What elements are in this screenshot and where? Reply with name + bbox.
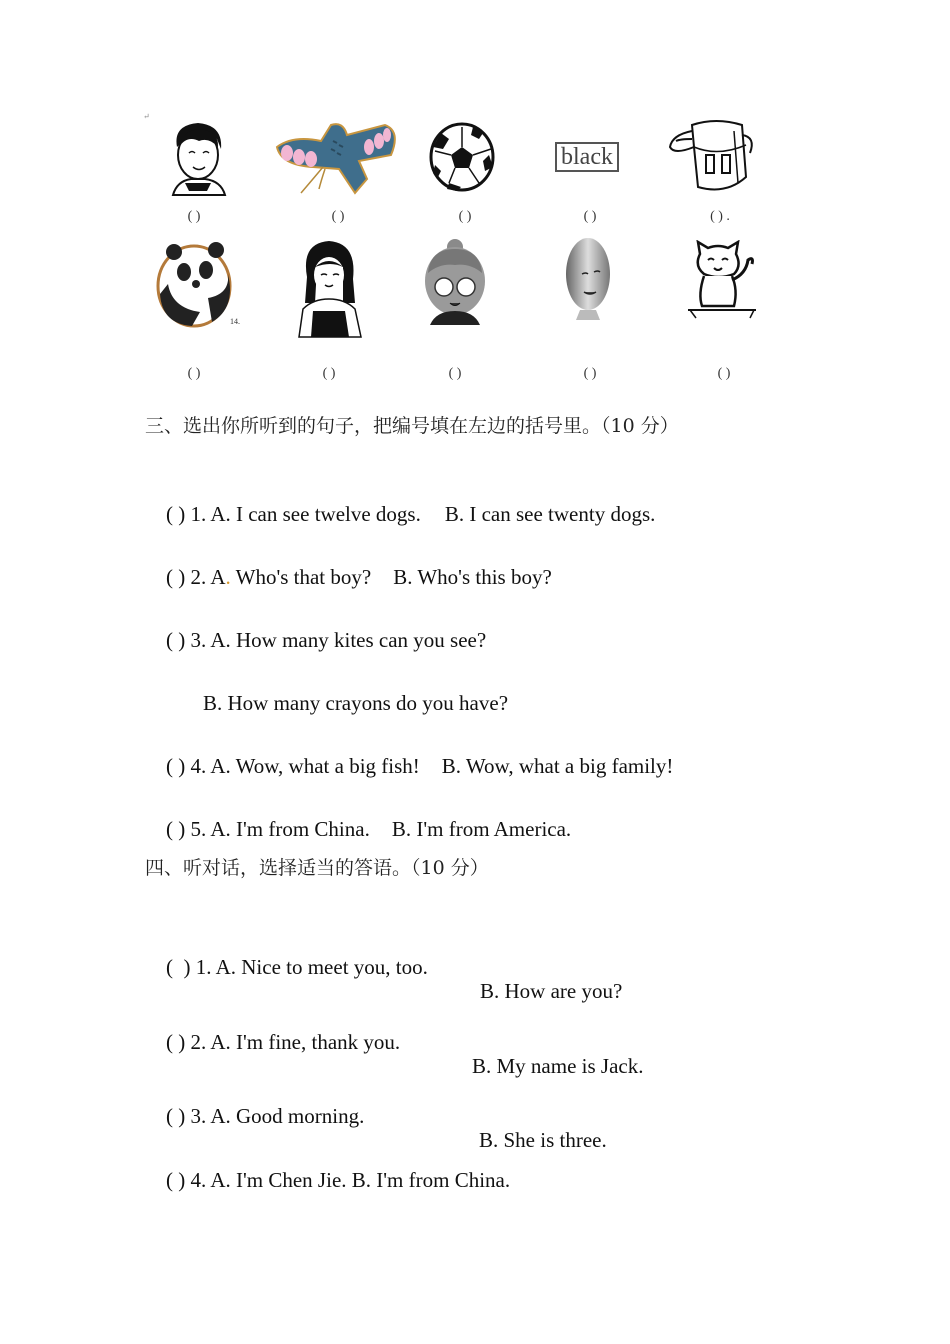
grandmother-icon xyxy=(395,236,515,326)
option-a: ( ) 4. A. Wow, what a big fish! xyxy=(166,754,420,778)
option-a: ( ) 3. A. How many kites can you see? xyxy=(166,628,487,652)
question-row xyxy=(145,478,655,550)
black-word-label: black xyxy=(555,142,619,172)
option-b: B. She is three. xyxy=(479,1128,607,1152)
answer-blank[interactable]: ( ) xyxy=(458,209,472,224)
option-b: B. How many crayons do you have? xyxy=(203,691,509,715)
answer-blank[interactable]: ( ) xyxy=(583,366,597,381)
girl-icon xyxy=(270,236,390,340)
answer-blank[interactable]: ( ) xyxy=(331,209,345,224)
section4-title: 四、听对话，选择适当的答语。（10 分） xyxy=(145,857,489,879)
option-b: B. Who's this boy? xyxy=(393,565,552,589)
question-row xyxy=(145,1144,510,1216)
option-a: ( ) 2. A. I'm fine, thank you. xyxy=(166,1030,401,1054)
panda-caption: 14. xyxy=(230,317,240,326)
black-word-card xyxy=(527,112,647,202)
kite-icon xyxy=(272,112,400,202)
option-a-prefix: ( ) 2. A xyxy=(166,565,226,589)
soccer-ball-icon xyxy=(402,112,522,202)
answer-blank[interactable]: ( ) . xyxy=(710,209,730,224)
answer-blank[interactable]: ( ) xyxy=(187,366,201,381)
option-a: ( ) 1. A. I can see twelve dogs. xyxy=(166,502,421,526)
answer-blank[interactable]: ( ) xyxy=(322,366,336,381)
option-b: B. Wow, what a big family! xyxy=(441,754,674,778)
schoolbag-icon xyxy=(652,112,772,202)
stray-dot: . xyxy=(225,565,231,589)
option-a: ( ) 4. A. I'm Chen Jie. B. I'm from China. xyxy=(166,1168,511,1192)
boy-icon xyxy=(138,112,258,202)
question-row xyxy=(145,793,571,865)
answer-blank[interactable]: ( ) xyxy=(717,366,731,381)
option-b: B. I'm from America. xyxy=(391,817,572,841)
section3-title: 三、选出你所听到的句子，把编号填在左边的括号里。（10 分） xyxy=(145,415,679,437)
answer-blank[interactable]: ( ) xyxy=(583,209,597,224)
question-row xyxy=(145,730,673,802)
option-a: ( ) 1. A. Nice to meet you, too. xyxy=(166,955,428,979)
option-b: B. How are you? xyxy=(480,979,623,1003)
option-b: B. My name is Jack. xyxy=(472,1054,644,1078)
question-row-continued xyxy=(182,667,508,739)
answer-blank[interactable]: ( ) xyxy=(187,209,201,224)
question-row xyxy=(145,604,486,676)
option-a: Who's that boy? xyxy=(230,565,372,589)
cat-icon xyxy=(662,236,782,326)
question-row xyxy=(145,541,552,613)
option-a: ( ) 3. A. Good morning. xyxy=(166,1104,365,1128)
option-a: ( ) 5. A. I'm from China. xyxy=(166,817,370,841)
paragraph-mark: ↵ xyxy=(143,112,150,121)
option-b: B. I can see twenty dogs. xyxy=(444,502,656,526)
panda-icon xyxy=(140,236,260,332)
answer-blank[interactable]: ( ) xyxy=(448,366,462,381)
grandfather-icon xyxy=(528,234,648,324)
